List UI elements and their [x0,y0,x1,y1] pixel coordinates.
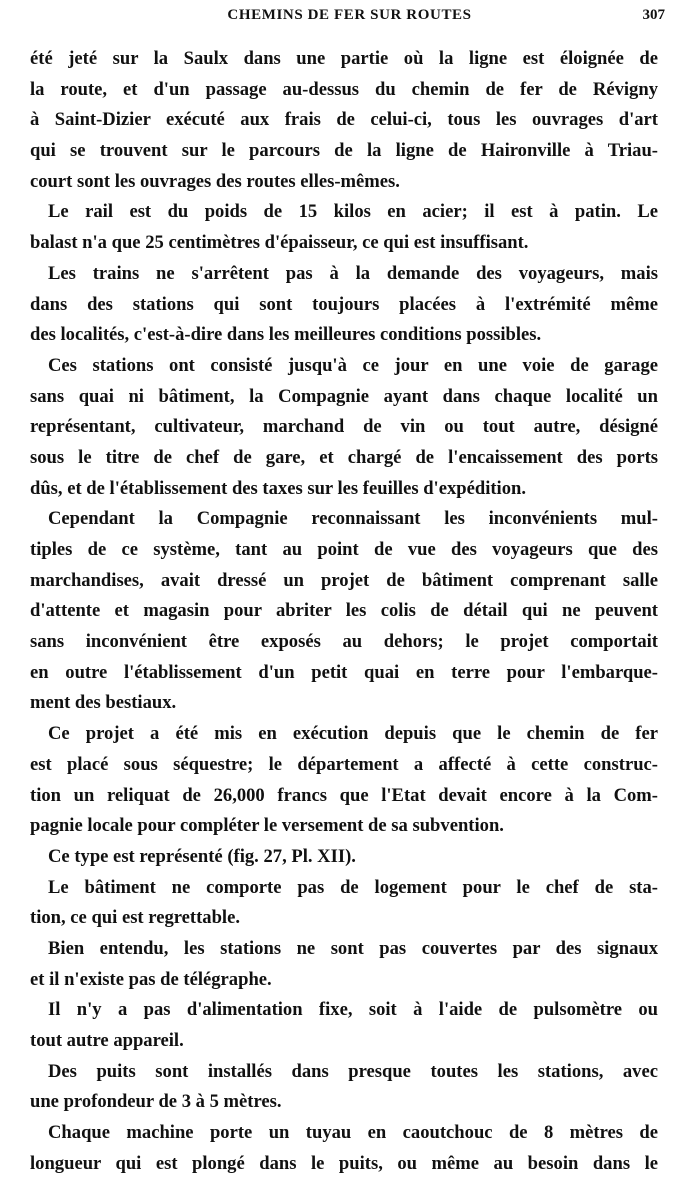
body-text [30,44,658,1179]
text-line: tion un reliquat de 26,000 francs que l'Etat devait encore à la Com- [30,784,658,806]
text-line: dûs, et de l'établissement des taxes sur les feuilles d'expédition. [30,477,527,499]
text-line: et il n'existe pas de télégraphe. [30,968,272,990]
text-line: pagnie locale pour compléter le versement de sa subvention. [30,815,504,837]
text-line: représentant, cultivateur, marchand de vin ou tout autre, désigné [30,416,658,438]
text-line: tiples de ce système, tant au point de vue des voyageurs que des [30,539,658,560]
text-line: court sont les ouvrages des routes elles-mêmes. [30,170,400,192]
text-line: longueur qui est plongé dans le puits, ou même au besoin dans le [30,1152,658,1174]
text-line: ment des bestiaux. [30,692,177,714]
text-line: sans quai ni bâtiment, la Compagnie ayant dans chaque localité un [30,385,658,407]
text-line: été jeté sur la Saulx dans une partie où la ligne est éloignée de [30,48,658,69]
text-line: Ces stations ont consisté jusqu'à ce jour en une voie de garage [48,354,658,376]
text-line: des localités, c'est-à-dire dans les meilleures conditions possibles. [30,324,542,346]
page-header [30,4,669,30]
text-line: une profondeur de 3 à 5 mètres. [30,1091,282,1113]
text-line: à Saint-Dizier exécuté aux frais de celui-ci, tous les ouvrages d'art [30,109,658,131]
text-line: sous le titre de chef de gare, et chargé de l'encaissement des ports [30,446,658,468]
text-line: Il n'y a pas d'alimentation fixe, soit à l'aide de pulsomètre ou [48,999,658,1021]
text-line: tion, ce qui est regrettable. [30,907,240,929]
text-line: Ce type est représenté (fig. 27, Pl. XII). [48,845,356,867]
text-line: est placé sous séquestre; le département a affecté à cette construc- [30,753,658,775]
page-number: 307 [642,7,665,23]
text-line: marchandises, avait dressé un projet de bâtiment comprenant salle [30,569,658,591]
text-line: la route, et d'un passage au-dessus du chemin de fer de Révigny [30,78,658,100]
text-line: en outre l'établissement d'un petit quai en terre pour l'embarque- [30,661,658,683]
text-line: dans des stations qui sont toujours placées à l'extrémité même [30,293,658,315]
text-line: Chaque machine porte un tuyau en caoutchouc de 8 mètres de [48,1122,658,1144]
text-line: sans inconvénient être exposés au dehors; le projet comportait [30,631,658,653]
text-line: qui se trouvent sur le parcours de la ligne de Haironville à Triau- [30,140,658,162]
text-line: Bien entendu, les stations ne sont pas couvertes par des signaux [48,937,658,959]
text-line: Cependant la Compagnie reconnaissant les inconvénients mul- [48,508,658,530]
text-line: Le rail est du poids de 15 kilos en acier; il est à patin. Le [48,201,658,223]
text-line: Les trains ne s'arrêtent pas à la demande des voyageurs, mais [48,262,658,284]
text-line: Des puits sont installés dans presque toutes les stations, avec [48,1060,658,1082]
text-line: Le bâtiment ne comporte pas de logement pour le chef de sta- [48,876,658,898]
running-head: CHEMINS DE FER SUR ROUTES [227,7,472,23]
text-line: tout autre appareil. [30,1030,184,1051]
text-line: d'attente et magasin pour abriter les colis de détail qui ne peuvent [30,600,658,622]
text-line: balast n'a que 25 centimètres d'épaisseur, ce qui est insuffisant. [30,232,529,254]
text-line: Ce projet a été mis en exécution depuis que le chemin de fer [48,723,658,745]
